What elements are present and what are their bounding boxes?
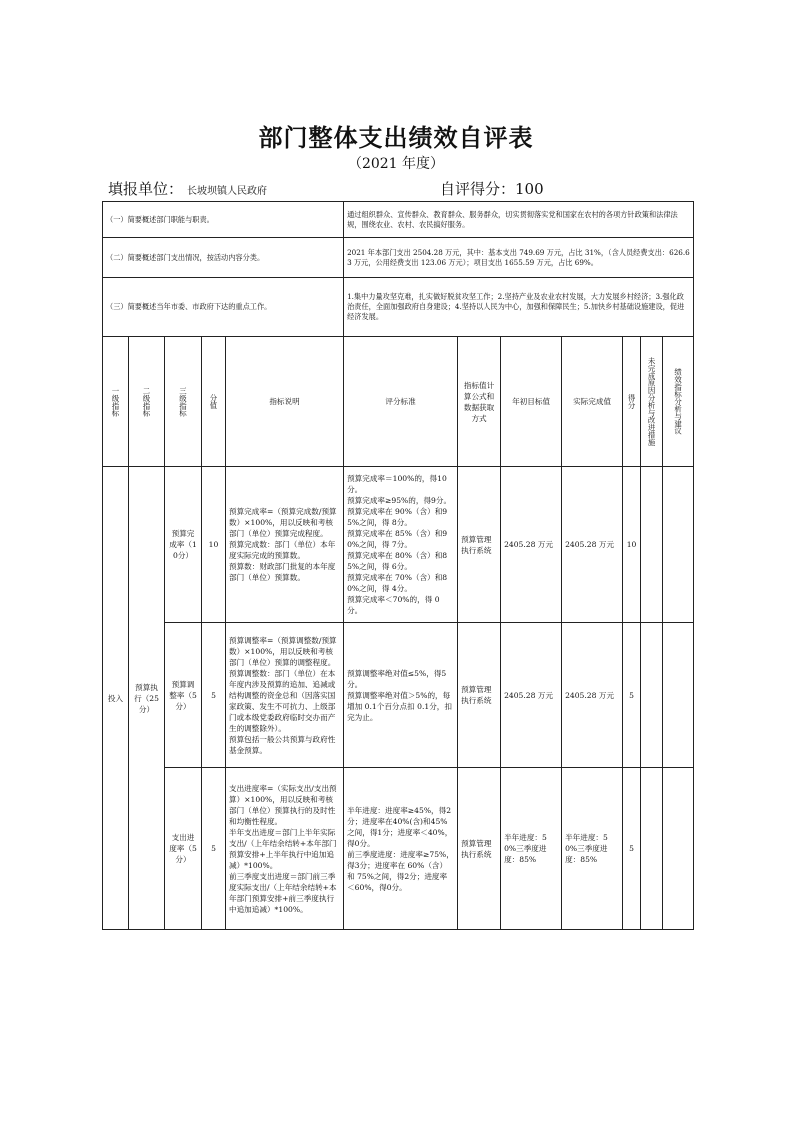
- reporting-unit: [108, 178, 267, 199]
- header-level3: 三级指标: [178, 386, 188, 417]
- level3-cell: 预算调整率（5分）: [165, 623, 202, 768]
- actual-cell: 2405.28 万元: [562, 467, 623, 623]
- header-level2: 二级指标: [142, 386, 151, 417]
- summary-answer: 通过组织群众、宣传群众、教育群众、服务群众，切实贯彻落实党和国家在农村的各项方针政策和法律法规，围绕农业、农村、农民搞好服务。: [344, 202, 694, 238]
- summary-question: （一）简要概述部门职能与职责。: [103, 202, 344, 238]
- description-cell: 支出进度率=（实际支出/支出预算）×100%，用以反映和考核部门（单位）预算执行的及时性和均衡性程度。 半年支出进度＝部门上半年实际支出/（上年结余结转+本年部门预算安排+上半年执行中追加追减）*100%。 前三季度支出进度＝部门前三季度实际支出/（上年结余结转+本年部门预算安排+前三季度执行中追加追减）*100%。: [226, 768, 344, 930]
- score-cell: 5: [623, 623, 641, 768]
- score-cell: 10: [623, 467, 641, 623]
- evaluation-table: [102, 201, 694, 930]
- summary-row: [103, 202, 694, 238]
- score-cell: 5: [623, 768, 641, 930]
- level3-cell: 预算完成率（10分）: [165, 467, 202, 623]
- reason-cell: [641, 768, 663, 930]
- summary-row: [103, 238, 694, 278]
- header-reason: 未完成原因分析与改进措施: [647, 357, 657, 446]
- level3-cell: 支出进度率（5分）: [165, 768, 202, 930]
- header-target: 年初目标值: [501, 337, 562, 467]
- target-cell: 2405.28 万元: [501, 623, 562, 768]
- level1-cell: 投入: [103, 467, 129, 930]
- reason-cell: [641, 467, 663, 623]
- weight-cell: 5: [202, 768, 226, 930]
- table-row: [103, 623, 694, 768]
- description-cell: 预算完成率=（预算完成数/预算数）×100%，用以反映和考核部门（单位）预算完成程度。 预算完成数：部门（单位）本年度实际完成的预算数。 预算数：财政部门批复的本年度部门（单位）预算数。: [226, 467, 344, 623]
- method-cell: 预算管理执行系统: [458, 768, 501, 930]
- page-title: 部门整体支出绩效自评表: [258, 124, 534, 152]
- header-analysis: 绩效指标分析与建议: [673, 368, 683, 435]
- score-value: 100: [515, 180, 544, 198]
- analysis-cell: [663, 467, 694, 623]
- weight-cell: 10: [202, 467, 226, 623]
- criteria-cell: 预算完成率＝100%的，得10分。 预算完成率≥95%的，得9分。 预算完成率在 90%（含）和95%之间，得 8分。 预算完成率在 85%（含）和90%之间，得 7分。 预算完成率在 80%（含）和85%之间，得 6分。 预算完成率在 70%（含）和80%之间，得 4分。 预算完成率＜70%的，得 0分。: [344, 467, 458, 623]
- header-description: 指标说明: [226, 337, 344, 467]
- year-subtitle: （2021 年度）: [347, 156, 445, 172]
- unit-name: 长坡坝镇人民政府: [187, 186, 268, 197]
- criteria-cell: 预算调整率绝对值≤5%，得5分。 预算调整率绝对值＞5%的，每增加 0.1个百分点扣 0.1分，扣完为止。: [344, 623, 458, 768]
- target-cell: 2405.28 万元: [501, 467, 562, 623]
- self-score: [440, 178, 544, 199]
- analysis-cell: [663, 623, 694, 768]
- score-label: 自评得分：: [440, 180, 516, 198]
- header-weight: 分值: [209, 394, 218, 409]
- analysis-cell: [663, 768, 694, 930]
- summary-answer: 1.集中力量攻坚克难，扎实做好脱贫攻坚工作；2.坚持产业及农业农村发展，大力发展乡村经济；3.强化政治责任，全面加强政府自身建设；4.坚持以人民为中心，加强和保障民生；5.加快乡村基础设施建设，促进经济发展。: [344, 278, 694, 337]
- summary-question: （二）简要概述部门支出情况，按活动内容分类。: [103, 238, 344, 278]
- unit-label: 填报单位：: [108, 180, 184, 198]
- header-criteria: 评分标准: [344, 337, 458, 467]
- summary-answer: 2021 年本部门支出 2504.28 万元，其中：基本支出 749.69 万元，占比 31%，（含人员经费支出：626.63 万元，公用经费支出 123.06 万元）；项目支出 1655.59 万元，占比 69%。: [344, 238, 694, 278]
- target-cell: 半年进度：50%三季度进度：85%: [501, 768, 562, 930]
- header-actual: 实际完成值: [562, 337, 623, 467]
- header-score: 得分: [627, 394, 637, 409]
- method-cell: 预算管理执行系统: [458, 623, 501, 768]
- actual-cell: 2405.28 万元: [562, 623, 623, 768]
- level2-cell: 预算执行（25分）: [129, 467, 165, 930]
- description-cell: 预算调整率=（预算调整数/预算数）×100%，用以反映和考核部门（单位）预算的调整程度。 预算调整数：部门（单位）在本年度内涉及预算的追加、追减或结构调整的资金总和（因落实国家政策、发生不可抗力、上级部门或本级党委政府临时交办而产生的调整除外）。 预算包括一般公共预算与政府性基金预算。: [226, 623, 344, 768]
- actual-cell: 半年进度：50%三季度进度：85%: [562, 768, 623, 930]
- weight-cell: 5: [202, 623, 226, 768]
- header-method: 指标值计算公式和数据获取方式: [458, 337, 501, 467]
- criteria-cell: 半年进度：进度率≥45%，得2分；进度率在40%(含)和45%之间，得1分；进度率＜40%，得0分。 前三季度进度：进度率≥75%，得3分；进度率在 60%（含）和 75%之间，得2分；进度率＜60%，得0分。: [344, 768, 458, 930]
- summary-question: （三）简要概述当年市委、市政府下达的重点工作。: [103, 278, 344, 337]
- method-cell: 预算管理执行系统: [458, 467, 501, 623]
- header-level1: 一级指标: [111, 386, 120, 417]
- table-row: [103, 768, 694, 930]
- summary-row: [103, 278, 694, 337]
- table-row: [103, 467, 694, 623]
- column-header-row: [103, 337, 694, 467]
- reason-cell: [641, 623, 663, 768]
